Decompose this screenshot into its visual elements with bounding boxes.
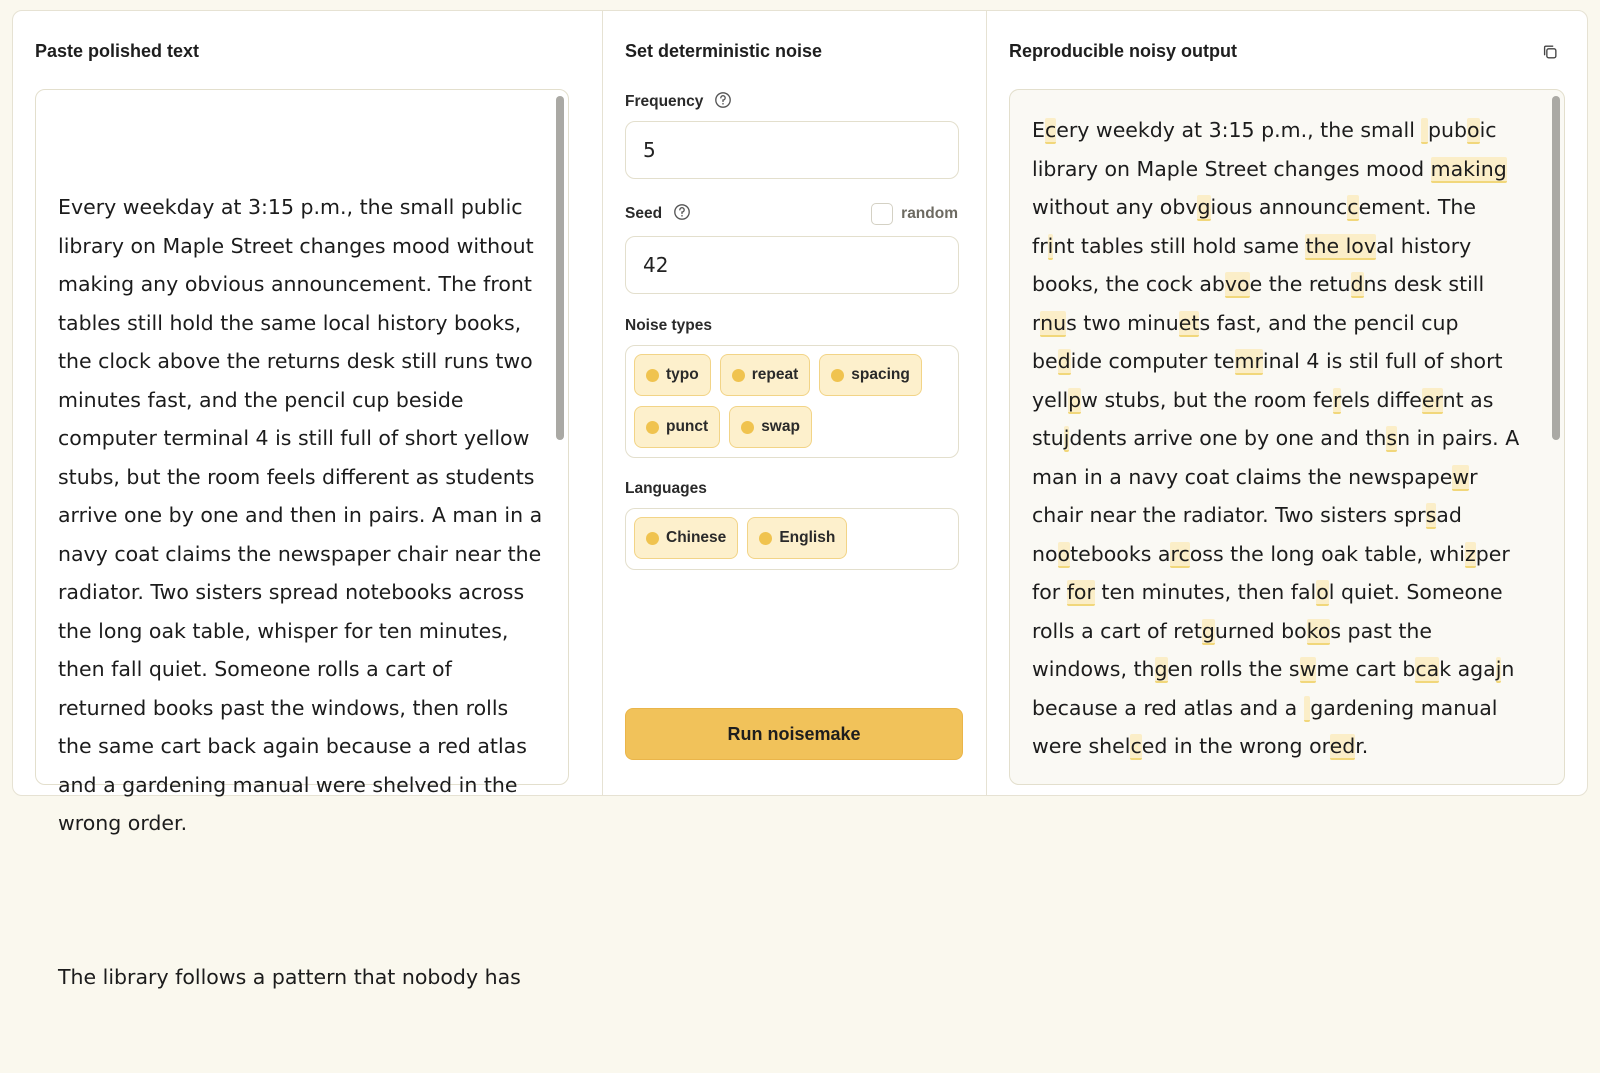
output-text-segment: r.	[1355, 734, 1369, 758]
noise-highlight: w	[1299, 657, 1317, 681]
output-text-segment: ed in the wrong or	[1141, 734, 1330, 758]
random-checkbox[interactable]	[871, 203, 893, 225]
chip-label: spacing	[851, 366, 910, 383]
polished-paragraph-1: Every weekday at 3:15 p.m., the small public library on Maple Street changes mood without making any obvious announcement. The front tables still hold the same local history books, the clock above the returns desk still runs two minutes fast, and the pencil cup beside computer terminal 4 is still full of short yellow stubs, but the room feels different as students arrive one by one and then in pairs. A man in a navy coat claims the newspaper chair near the radiator. Two sisters spread notebooks across the long oak table, whisper for ten minutes, then fall quiet. Someone rolls a cart of returned books past the windows, then rolls the same cart back again because a red atlas and a gardening manual were shelved in the wrong order.	[58, 195, 549, 835]
noise-types-label: Noise types	[625, 317, 713, 334]
noise-types-group	[625, 345, 959, 458]
output-text-segment: n because a red atlas and a	[1032, 657, 1521, 720]
noise-type-chip-spacing[interactable]	[819, 354, 922, 396]
run-noisemake-button[interactable]: Run noisemake	[625, 708, 963, 760]
chip-dot	[646, 369, 659, 382]
noise-highlight: nu	[1040, 310, 1067, 335]
noise-highlight: g	[1201, 618, 1215, 643]
chip-dot	[646, 532, 659, 545]
controls-panel-title: Set deterministic noise	[625, 41, 823, 61]
noise-highlight: d	[1057, 349, 1071, 373]
chip-label: punct	[666, 418, 709, 435]
output-text-segment: dents arrive one by one and th	[1069, 426, 1387, 450]
chip-label: typo	[666, 366, 699, 383]
frequency-help-icon[interactable]	[714, 91, 732, 109]
output-text-segment: nt as stu	[1032, 387, 1500, 450]
output-text-segment: oss the long oak table, whi	[1189, 541, 1465, 566]
noise-highlight: rc	[1170, 541, 1190, 566]
output-text-segment: ad no	[1032, 503, 1469, 566]
input-panel	[13, 11, 603, 989]
frequency-label: Frequency	[625, 93, 704, 110]
chip-dot	[741, 421, 754, 434]
output-text-segment: w stubs, but the room fe	[1081, 387, 1333, 412]
noise-highlight: j	[1495, 657, 1502, 681]
chip-label: Chinese	[666, 529, 727, 546]
language-chip-english[interactable]	[747, 517, 847, 559]
noise-highlight: er	[1421, 387, 1443, 412]
output-text-segment: without any obv	[1032, 156, 1514, 219]
polished-text-content[interactable]	[36, 90, 549, 1073]
output-text-segment: s two minu	[1066, 310, 1179, 335]
noise-highlight: o	[1057, 541, 1071, 566]
chip-dot	[732, 369, 745, 382]
noise-highlight: c	[1044, 118, 1057, 142]
noise-highlight: ca	[1415, 657, 1440, 681]
noise-highlight: p	[1068, 387, 1082, 412]
noise-highlight: z	[1464, 541, 1476, 566]
noise-type-chip-repeat[interactable]	[720, 354, 811, 396]
noise-highlight: g	[1154, 657, 1168, 681]
noise-highlight: vo	[1224, 272, 1250, 296]
chip-dot	[759, 532, 772, 545]
output-text-segment: inal 4 is stil full of short yell	[1032, 349, 1510, 412]
output-text-segment: ns desk still r	[1032, 272, 1491, 335]
seed-help-icon[interactable]	[673, 203, 691, 221]
noise-type-chip-punct[interactable]	[634, 406, 720, 448]
output-text-segment: ery weekdy at 3:15 p.m., the small	[1056, 118, 1422, 142]
output-text-segment: al history books, the cock ab	[1032, 233, 1478, 296]
noise-highlight: r	[1332, 387, 1341, 412]
noise-highlight: w	[1452, 464, 1470, 489]
noisy-output-text	[1010, 90, 1526, 766]
polished-text-area[interactable]	[35, 89, 569, 989]
output-text-segment: ide computer te	[1070, 349, 1235, 373]
copy-icon[interactable]	[1541, 43, 1559, 61]
output-text-segment: ious announc	[1210, 195, 1348, 219]
noisemake-app	[12, 10, 1588, 989]
output-text-segment: ic library on Maple Street changes mood	[1032, 118, 1504, 181]
noise-highlight: o	[1467, 118, 1480, 142]
output-text-segment: urned bo	[1214, 618, 1307, 643]
random-label: random	[901, 205, 958, 222]
noisy-output-area[interactable]	[1009, 89, 1565, 785]
seed-label: Seed	[625, 205, 663, 222]
controls-panel	[603, 11, 987, 795]
output-text-segment: l quiet. Someone rolls a cart of ret	[1032, 580, 1510, 643]
chip-dot	[831, 369, 844, 382]
noise-highlight: j	[1063, 426, 1070, 450]
noise-highlight: i	[1047, 233, 1054, 258]
language-chip-chinese[interactable]	[634, 517, 738, 559]
noise-highlight: ed	[1329, 734, 1356, 758]
languages-group	[625, 508, 959, 570]
seed-input[interactable]	[625, 236, 959, 294]
noise-highlight: et	[1178, 310, 1200, 335]
noise-highlight: the lov	[1305, 233, 1376, 258]
random-toggle[interactable]	[871, 203, 958, 225]
output-text-segment: e the retu	[1249, 272, 1351, 296]
input-scrollbar[interactable]	[556, 96, 564, 440]
languages-label: Languages	[625, 480, 707, 497]
noise-highlight: d	[1350, 272, 1364, 296]
noise-highlight: c	[1347, 195, 1359, 219]
noise-highlight: s	[1386, 426, 1398, 450]
output-text-segment: k aga	[1439, 657, 1496, 681]
noise-highlight: c	[1130, 734, 1142, 758]
output-text-segment: me cart b	[1316, 657, 1416, 681]
output-text-segment: r chair near the radiator. Two sisters spr	[1032, 464, 1485, 527]
output-text-segment: nt tables still hold same	[1053, 233, 1306, 258]
chip-dot	[646, 421, 659, 434]
output-text-segment: s past the windows, th	[1032, 618, 1439, 681]
output-text-segment: s fast, and the pencil cup be	[1032, 310, 1466, 373]
chip-label: swap	[761, 418, 800, 435]
noise-highlight: o	[1316, 580, 1329, 604]
output-scrollbar[interactable]	[1552, 96, 1560, 440]
output-panel-title: Reproducible noisy output	[1009, 41, 1237, 61]
output-text-segment: tebooks a	[1070, 541, 1171, 566]
noise-highlight: s	[1425, 503, 1437, 527]
noise-highlight: mr	[1234, 349, 1263, 373]
output-text-segment: en rolls the s	[1167, 657, 1300, 681]
output-text-segment: per for	[1032, 541, 1517, 604]
noise-highlight: making	[1430, 156, 1507, 181]
output-text-segment: n in pairs. A man in a navy coat claims the newspape	[1032, 426, 1526, 489]
output-text-segment: gardening manual were shel	[1032, 695, 1505, 758]
chip-label: English	[779, 529, 836, 546]
output-text-segment: ement. The fr	[1032, 195, 1483, 258]
output-text-segment: ten minutes, then fal	[1094, 580, 1317, 604]
noise-highlight: g	[1197, 195, 1211, 219]
noise-highlight: for	[1066, 580, 1095, 604]
input-panel-title: Paste polished text	[35, 41, 200, 61]
noise-highlight: ko	[1306, 618, 1331, 643]
frequency-input[interactable]	[625, 121, 959, 179]
chip-label: repeat	[751, 366, 799, 383]
output-text-segment: pub	[1427, 118, 1468, 142]
output-panel	[987, 11, 1587, 795]
noise-type-chip-typo[interactable]	[634, 354, 711, 396]
output-text-segment: E	[1032, 118, 1045, 142]
noise-type-chip-swap[interactable]	[729, 406, 812, 448]
polished-paragraph-2: The library follows a pattern that nobody has	[58, 964, 521, 989]
output-text-segment: els diffe	[1340, 387, 1422, 412]
